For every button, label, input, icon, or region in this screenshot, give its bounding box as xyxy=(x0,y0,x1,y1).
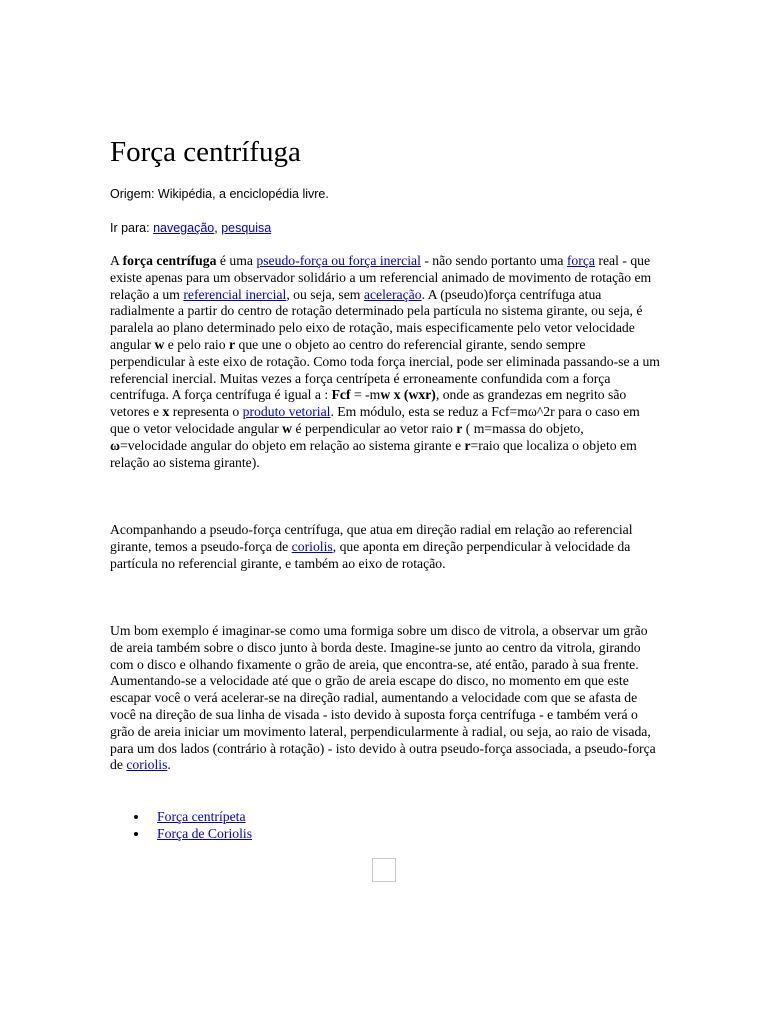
bold-term: força centrífuga xyxy=(122,253,217,268)
navigation-link[interactable]: navegação xyxy=(153,221,215,235)
bold-term: w xyxy=(282,420,293,436)
text-span: . Em módulo, esta se reduz a Fcf=mω^2r para o caso em que o vetor velocidade angular xyxy=(110,404,640,436)
link-aceleracao[interactable]: aceleração xyxy=(363,286,422,302)
bold-term: r xyxy=(464,437,471,453)
text-span: representa o xyxy=(169,404,243,420)
text-span: - não sendo portanto uma xyxy=(420,253,567,268)
text-span: ( m=massa do objeto, xyxy=(462,420,584,436)
text-span: , que aponta em direção perpendicular à velocidade da partícula no referencial girante, e também ao eixo de rotação. xyxy=(110,538,631,571)
text-span: é perpendicular ao vetor raio xyxy=(292,420,457,436)
blank-box xyxy=(372,858,396,882)
bold-term: w xyxy=(154,336,165,352)
jump-separator: , xyxy=(214,221,222,235)
link-forca[interactable]: força xyxy=(566,253,595,268)
paragraph-coriolis xyxy=(110,522,662,572)
text-span: = -m xyxy=(350,387,381,403)
text-span: , onde as grandezas em negrito são vetores e xyxy=(110,387,627,420)
bold-term: w x (wxr) xyxy=(380,387,436,403)
paragraph-example xyxy=(110,623,662,774)
bold-term: r xyxy=(228,336,236,352)
jump-links xyxy=(110,221,271,235)
jump-prefix: Ir para: xyxy=(110,221,154,235)
see-also-list xyxy=(110,808,252,842)
text-span: e pelo raio xyxy=(164,336,229,352)
text-span: que une o objeto ao centro do referencial girante, sendo sempre perpendicular à este eixo de rotação. Como toda força inercial, pode ser eliminada passando-se a um referencial inercial. Muitas vezes a força centrípeta é erroneamente confundida com a força centrífuga. A força centrífuga é igual a : xyxy=(110,336,660,403)
link-coriolis[interactable]: coriolis xyxy=(126,757,168,773)
bold-term: ω xyxy=(110,437,121,453)
text-span: . xyxy=(167,757,171,773)
text-span: =raio que localiza o objeto em relação ao sistema girante). xyxy=(110,437,637,470)
site-subtitle: Origem: Wikipédia, a enciclopédia livre. xyxy=(110,187,329,201)
text-span: real - que existe apenas para um observador solidário a um referencial animado de movimento de rotação em relação a um xyxy=(110,253,652,302)
text-span: é uma xyxy=(216,253,257,268)
paragraph-intro xyxy=(110,253,662,471)
link-forca-centripeta[interactable]: Força centrípeta xyxy=(157,809,246,824)
page-title: Força centrífuga xyxy=(110,136,301,168)
text-span: =velocidade angular do objeto em relação ao sistema girante e xyxy=(120,437,465,453)
bold-term: r xyxy=(456,420,463,436)
link-produto-vetorial[interactable]: produto vetorial xyxy=(242,404,331,420)
bold-term: Fcf xyxy=(331,387,351,403)
list-item xyxy=(110,808,252,825)
link-referencial-inercial[interactable]: referencial inercial xyxy=(183,286,287,302)
text-span: . A (pseudo)força centrífuga atua radialmente a partir do centro de rotação determinado pela partícula no sistema girante, ou seja, é paralela ao plano determinado pelo eixo de rotação, mais especificamente pelo vetor velocidade angular xyxy=(110,286,643,352)
search-link[interactable]: pesquisa xyxy=(221,221,272,235)
text-span: Acompanhando a pseudo-força centrífuga, que atua em direção radial em relação ao referencial girante, temos a pseudo-força de xyxy=(110,522,633,554)
bold-term: x xyxy=(162,404,170,420)
link-coriolis[interactable]: coriolis xyxy=(291,538,333,554)
text-span: Um bom exemplo é imaginar-se como uma formiga sobre um disco de vitrola, a observar um grão de areia também sobre o disco junto à borda deste. Imagine-se junto ao centro da vitrola, girando com o disco e olhando fixamente o grão de areia, que encontra-se, até então, parado à sua frente. Aumentando-se a velocidade até que o grão de areia escape do disco, no momento em que este escapar você o verá acelerar-se na direção radial, aumentando a velocidade com que se afasta de você na direção de sua linha de visada - isto devido à suposta força centrífuga - e também verá o grão de areia iniciar um movimento lateral, perpendicularmente à radial, ou seja, ao raio de visada, para um dos lados (contrário à rotação) - isto devido à outra pseudo-força associada, a pseudo-força de xyxy=(110,623,656,773)
text-span: A xyxy=(110,253,123,268)
list-item xyxy=(110,825,252,842)
text-span: , ou seja, sem xyxy=(286,286,364,302)
link-pseudo-forca[interactable]: pseudo-força ou força inercial xyxy=(256,253,421,268)
link-forca-de-coriolis[interactable]: Força de Coriolis xyxy=(157,826,253,841)
